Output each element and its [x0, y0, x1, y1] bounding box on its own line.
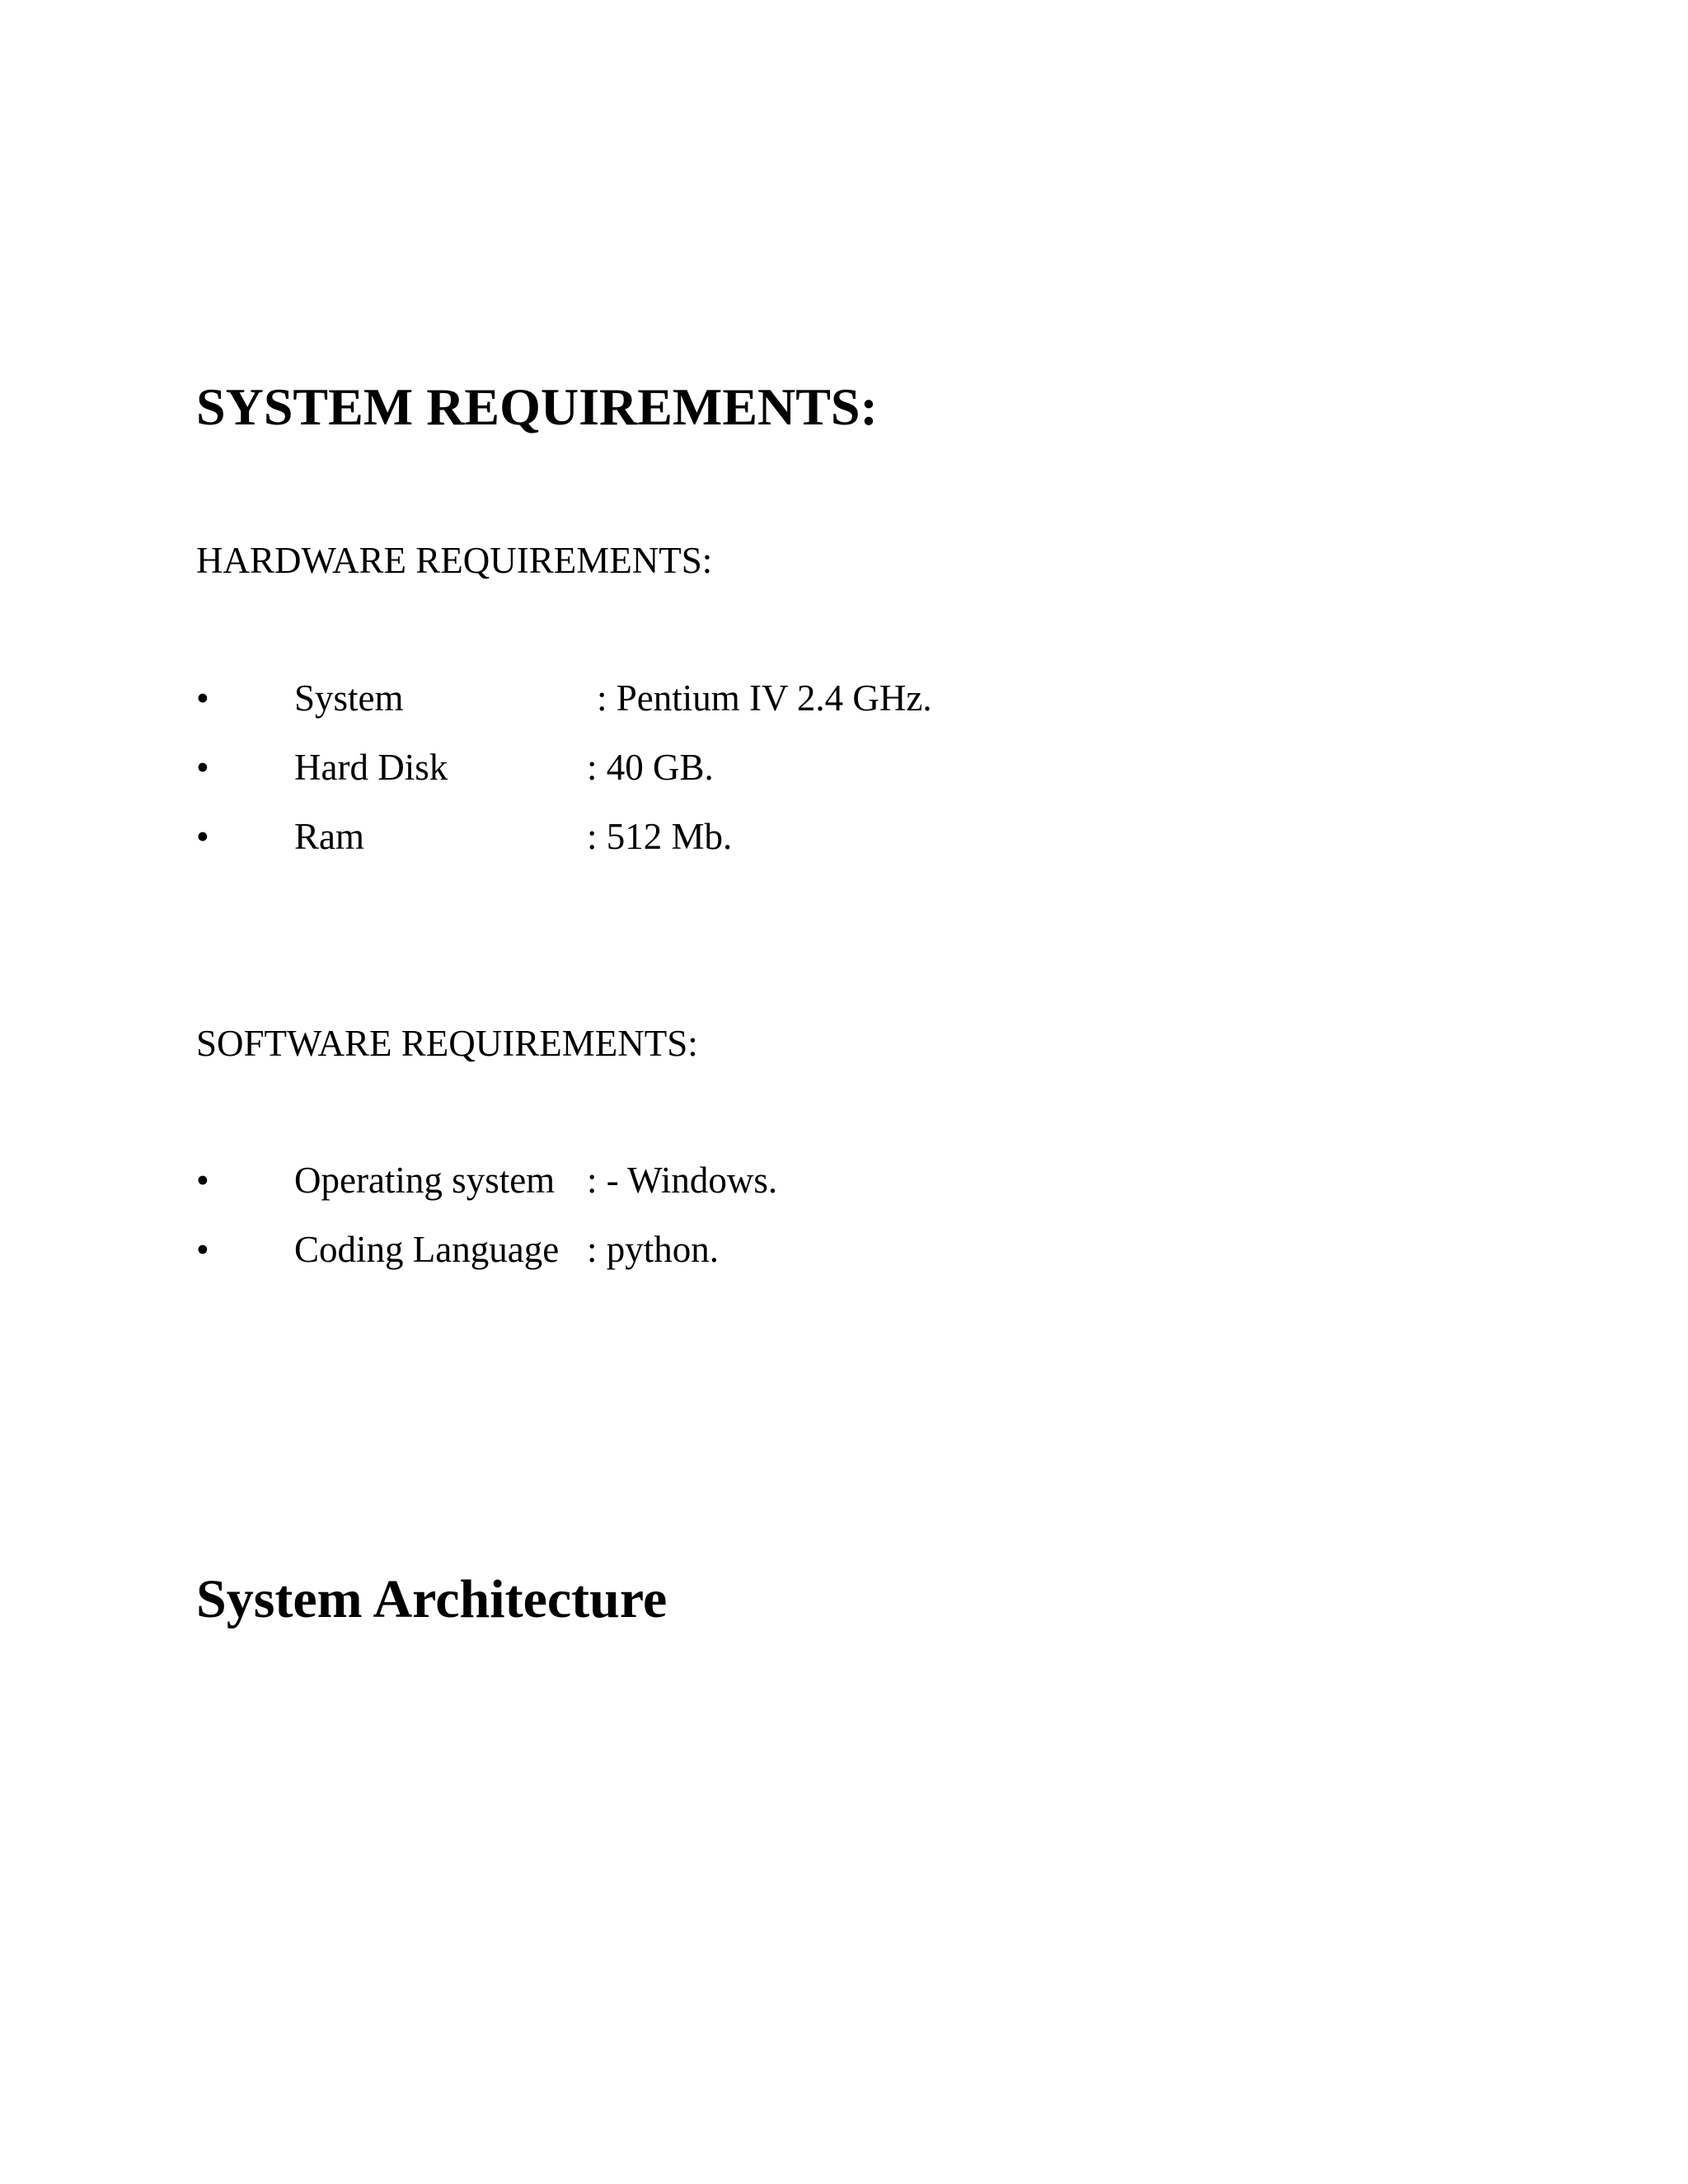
requirement-label: Coding Language — [294, 1229, 560, 1270]
software-requirements-heading: SOFTWARE REQUIREMENTS: — [196, 1023, 698, 1064]
requirement-label: Hard Disk — [294, 747, 448, 788]
requirement-value: : 40 GB. — [587, 747, 714, 788]
list-item — [0, 818, 1154, 868]
requirement-value: : 512 Mb. — [587, 816, 733, 857]
requirement-value: : python. — [587, 1229, 720, 1270]
hardware-requirements-heading: HARDWARE REQUIREMENTS: — [196, 540, 713, 581]
bullet-icon: • — [196, 1160, 209, 1201]
list-item — [0, 1231, 1154, 1281]
bullet-icon: • — [196, 816, 209, 857]
bullet-icon: • — [196, 1229, 209, 1270]
list-item — [0, 749, 1154, 799]
requirement-label: Operating system — [294, 1160, 556, 1201]
requirement-label: System — [294, 677, 404, 719]
system-architecture-heading: System Architecture — [196, 1569, 668, 1629]
bullet-icon: • — [196, 747, 209, 788]
page-title: SYSTEM REQUIREMENTS: — [196, 377, 878, 436]
requirement-value: : Pentium IV 2.4 GHz. — [597, 677, 932, 719]
list-item — [0, 677, 1154, 729]
bullet-icon: • — [196, 677, 209, 719]
list-item — [0, 1162, 1154, 1212]
requirement-label: Ram — [294, 816, 364, 857]
requirement-value: : - Windows. — [587, 1160, 778, 1201]
